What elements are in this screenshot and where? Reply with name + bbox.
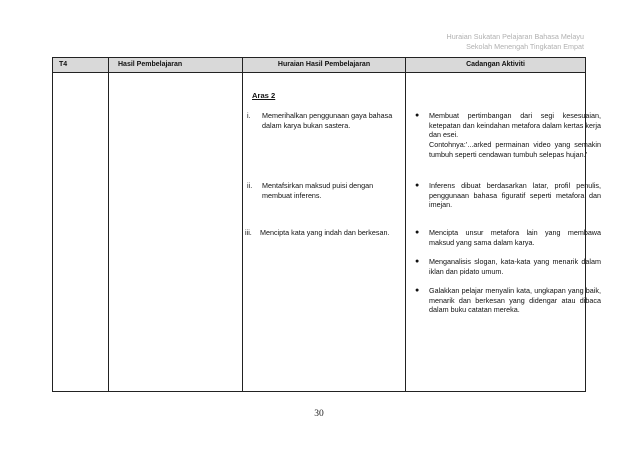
header-huraian: Huraian Hasil Pembelajaran bbox=[243, 58, 406, 73]
aktiviti-text: Mencipta unsur metafora lain yang membawa maksud yang sama dalam karya. bbox=[429, 228, 601, 247]
cell-hasil-pembelajaran bbox=[109, 73, 243, 392]
huraian-item bbox=[247, 111, 401, 130]
aktiviti-text: Membuat pertimbangan dari segi kesesuaian, ketepatan dan keindahan metafora dalam kertas kerja dan esei. bbox=[429, 111, 601, 140]
aktiviti-item bbox=[415, 181, 601, 210]
aktiviti-text: Galakkan pelajar menyalin kata, ungkapan yang baik, menarik dan berkesan yang didengar atau dibaca dalam buku catatan mereka. bbox=[429, 286, 601, 315]
header-t4: T4 bbox=[53, 58, 109, 73]
table-header-row bbox=[53, 58, 586, 73]
cell-cadangan-aktiviti bbox=[406, 73, 601, 392]
bullet-icon: ● bbox=[415, 287, 420, 294]
huraian-text: Mentafsirkan maksud puisi dengan membuat inferens. bbox=[262, 181, 374, 200]
header-hasil-pembelajaran: Hasil Pembelajaran bbox=[109, 58, 243, 73]
aras-heading: Aras 2 bbox=[252, 91, 276, 100]
huraian-number: i. bbox=[247, 111, 251, 120]
aktiviti-text: Inferens dibuat berdasarkan latar, profil penulis, penggunaan bahasa figuratif seperti metafora dan imejan. bbox=[429, 181, 601, 210]
running-header-line-1: Huraian Sukatan Pelajaran Bahasa Melayu bbox=[446, 32, 584, 41]
running-header bbox=[447, 32, 584, 51]
huraian-number: iii. bbox=[245, 228, 252, 237]
bullet-icon: ● bbox=[415, 258, 420, 265]
table-body-row bbox=[53, 73, 586, 392]
cell-t4 bbox=[53, 73, 109, 392]
cell-huraian bbox=[243, 73, 406, 392]
huraian-text: Memerihalkan penggunaan gaya bahasa dalam karya bukan sastera. bbox=[262, 111, 393, 130]
header-cadangan-aktiviti: Cadangan Aktiviti bbox=[406, 58, 586, 73]
huraian-text: Mencipta kata yang indah dan berkesan. bbox=[260, 228, 390, 237]
aktiviti-item bbox=[415, 286, 601, 315]
running-header-line-2: Sekolah Menengah Tingkatan Empat bbox=[466, 41, 584, 51]
curriculum-table bbox=[52, 57, 601, 392]
bullet-icon: ● bbox=[415, 229, 420, 236]
huraian-number: ii. bbox=[247, 181, 253, 190]
huraian-item bbox=[245, 228, 399, 238]
page-number: 30 bbox=[314, 409, 324, 419]
aktiviti-text: Menganalisis slogan, kata-kata yang menarik dalam iklan dan pidato umum. bbox=[429, 257, 601, 276]
aktiviti-example bbox=[415, 140, 601, 159]
huraian-item bbox=[247, 181, 401, 200]
aktiviti-item bbox=[415, 228, 601, 247]
bullet-icon: ● bbox=[415, 112, 420, 119]
aktiviti-example-text: Contohnya:’...arked permainan video yang semakin tumbuh seperti cendawan tumbuh selepas hujan.’ bbox=[429, 140, 601, 159]
aktiviti-item bbox=[415, 111, 601, 140]
aktiviti-item bbox=[415, 257, 601, 276]
bullet-icon: ● bbox=[415, 182, 420, 189]
